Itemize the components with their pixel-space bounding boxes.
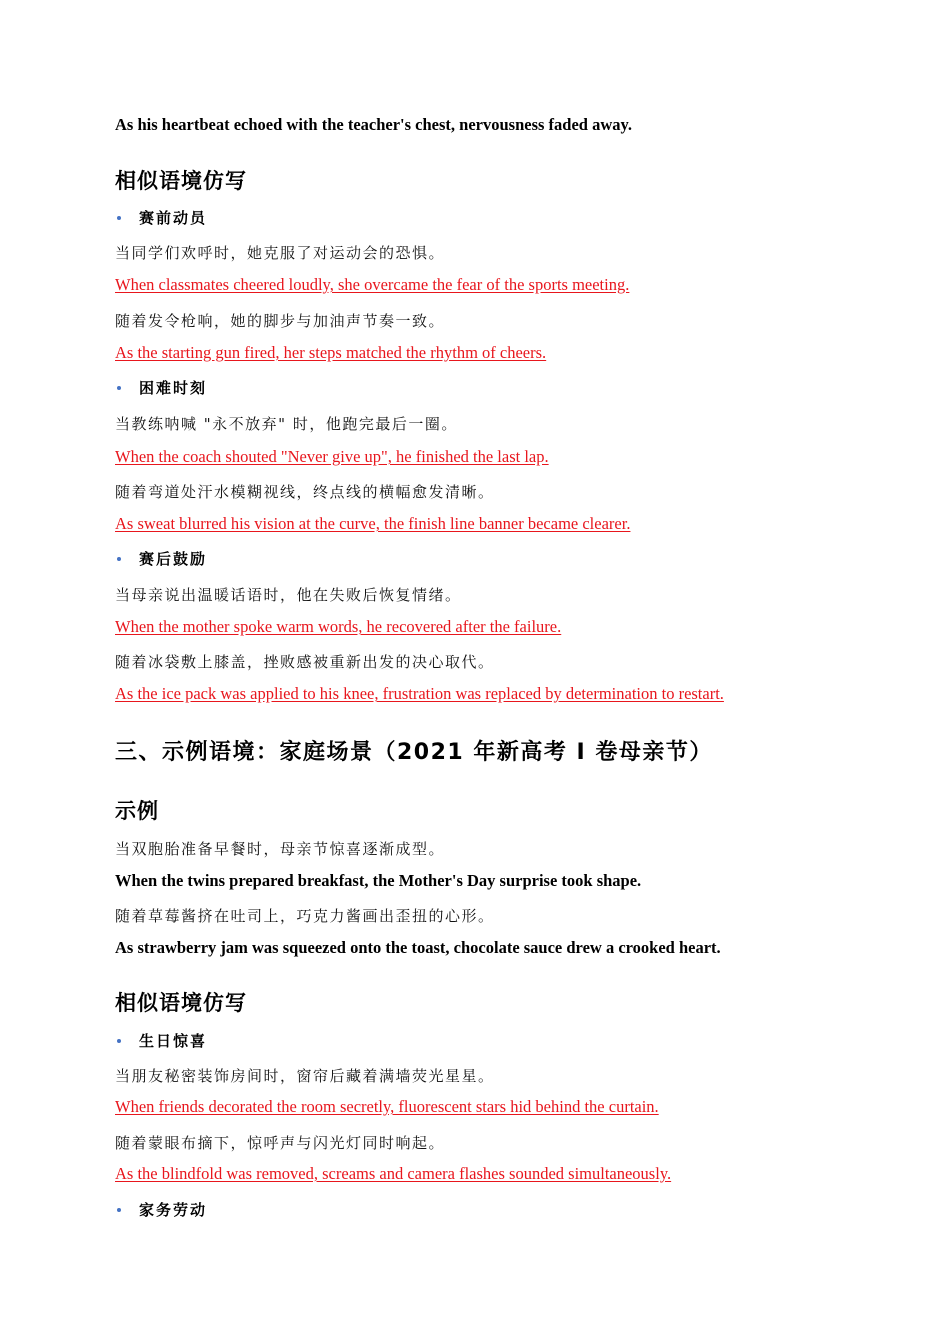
bullet-dot-icon <box>117 557 121 561</box>
section-heading-imitation: 相似语境仿写 <box>115 991 247 1015</box>
example-sentence-en: As his heartbeat echoed with the teacher's chest, nervousness faded away. <box>115 115 632 134</box>
bullet-dot-icon <box>117 216 121 220</box>
sentence-zh: 当母亲说出温暖话语时，他在失败后恢复情绪。 <box>115 586 462 604</box>
bullet-label: 困难时刻 <box>139 379 208 397</box>
bullet-item-birthday-surprise <box>115 1030 207 1051</box>
example-heading: 示例 <box>115 799 159 823</box>
sentence-zh: 随着蒙眼布摘下，惊呼声与闪光灯同时响起。 <box>115 1134 446 1152</box>
bullet-item-difficult-moment <box>115 377 207 398</box>
example-sentence-en: When the twins prepared breakfast, the Mother's Day surprise took shape. <box>115 871 642 890</box>
sentence-en-answer: When friends decorated the room secretly, fluorescent stars hid behind the curtain. <box>115 1097 659 1116</box>
section-heading-imitation: 相似语境仿写 <box>115 169 247 193</box>
sentence-en-answer: When classmates cheered loudly, she overcame the fear of the sports meeting. <box>115 275 630 294</box>
section-title-family-scene: 三、示例语境：家庭场景（2021 年新高考 Ⅰ 卷母亲节） <box>115 740 713 765</box>
bullet-label: 赛前动员 <box>139 209 208 227</box>
bullet-item-housework <box>115 1199 207 1220</box>
sentence-zh: 当朋友秘密装饰房间时，窗帘后藏着满墙荧光星星。 <box>115 1067 495 1085</box>
sentence-zh: 随着弯道处汗水模糊视线，终点线的横幅愈发清晰。 <box>115 483 495 501</box>
sentence-en-answer: As the ice pack was applied to his knee, frustration was replaced by determination to restart. <box>115 684 724 703</box>
bullet-dot-icon <box>117 1208 121 1212</box>
sentence-en-answer: When the coach shouted "Never give up", he finished the last lap. <box>115 447 549 466</box>
sentence-en-answer: As the blindfold was removed, screams and camera flashes sounded simultaneously. <box>115 1164 672 1183</box>
sentence-en-answer: As sweat blurred his vision at the curve, the finish line banner became clearer. <box>115 514 631 533</box>
sentence-zh: 随着草莓酱挤在吐司上，巧克力酱画出歪扭的心形。 <box>115 907 495 925</box>
sentence-zh: 当教练呐喊 "永不放弃" 时，他跑完最后一圈。 <box>115 415 458 433</box>
bullet-dot-icon <box>117 1039 121 1043</box>
sentence-en-answer: When the mother spoke warm words, he recovered after the failure. <box>115 617 562 636</box>
bullet-label: 赛后鼓励 <box>139 550 208 568</box>
bullet-label: 生日惊喜 <box>139 1032 208 1050</box>
sentence-en-answer: As the starting gun fired, her steps matched the rhythm of cheers. <box>115 343 547 362</box>
bullet-dot-icon <box>117 386 121 390</box>
sentence-zh: 随着冰袋敷上膝盖，挫败感被重新出发的决心取代。 <box>115 653 495 671</box>
bullet-item-post-race <box>115 548 207 569</box>
example-sentence-en: As strawberry jam was squeezed onto the toast, chocolate sauce drew a crooked heart. <box>115 938 721 957</box>
bullet-item-pre-race <box>115 207 207 228</box>
bullet-label: 家务劳动 <box>139 1201 208 1219</box>
sentence-zh: 当双胞胎准备早餐时，母亲节惊喜逐渐成型。 <box>115 840 446 858</box>
sentence-zh: 当同学们欢呼时，她克服了对运动会的恐惧。 <box>115 244 446 262</box>
sentence-zh: 随着发令枪响，她的脚步与加油声节奏一致。 <box>115 312 446 330</box>
